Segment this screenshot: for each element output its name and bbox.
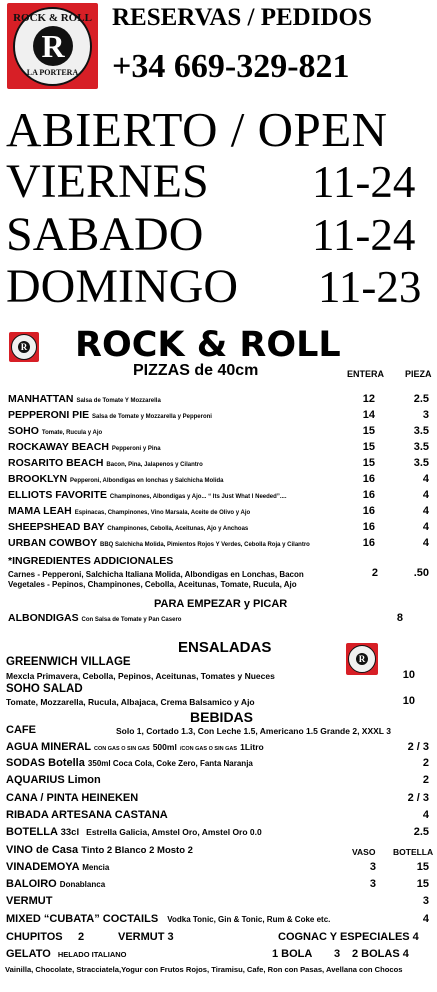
salad-desc: Tomate, Mozzarella, Rucula, Albajaca, Crema Balsamico y Ajo [6,697,255,707]
drink-name: VINO de Casa [6,844,79,856]
price-whole: 16 [362,521,375,533]
drink-price: 2.5 [413,826,429,838]
drink-size: 33cl [60,827,80,838]
hours-time-sunday: 11-23 [318,262,422,312]
drink-name: BOTELLA [6,826,58,838]
menu-title: ROCK & ROLL [75,325,341,365]
drink-desc: Vodka Tonic, Gin & Tonic, Rum & Coke etc. [167,915,331,924]
drink-name: CAFE [6,724,36,736]
item-name: MANHATTAN [8,393,74,405]
drink-price: 4 [422,809,429,821]
drink-price: 2 [422,774,429,786]
item-desc: Salsa de Tomate Y Mozzarella [76,398,161,404]
agua-size-b: 1Litro [240,742,264,752]
drink-price: 2 [422,757,429,769]
col-whole: ENTERA [347,369,385,379]
hours-day-friday: VIERNES [6,155,209,208]
price-slice: 4 [422,521,429,533]
item-name: ROSARITO BEACH [8,457,104,469]
item-desc: Champinones, Albondigas y Ajo... “ Its Just What I Needed”.... [109,494,287,500]
drink-price: 2 / 3 [407,741,429,753]
item-name: SOHO [8,425,39,437]
item-name: MAMA LEAH [8,505,72,517]
price-whole: 15 [362,441,375,453]
starter-price: 8 [396,612,403,624]
item-name: URBAN COWBOY [8,537,98,549]
drink-name: GELATO [6,948,51,960]
logo-letter: R [33,26,73,66]
drink-desc: 350ml Coca Cola, Coke Zero, Fanta Naranja [87,759,253,768]
phone-number[interactable]: +34 669-329-821 [112,48,350,85]
price-slice: 4 [422,505,429,517]
extras-price-whole: 2 [371,567,378,579]
small-logo-letter: R [18,341,30,353]
salads-title: ENSALADAS [178,639,272,656]
drink-name: AQUARIUS Limon [6,774,101,786]
item-desc: Pepperoni y Pina [111,446,161,452]
agua-option-a: CON GAS O SIN GAS [94,746,150,752]
extras-line-2: Vegetales - Pepinos, Champinones, Cebolla, Aceitunas, Tomate, Rucula, Ajo [8,580,297,589]
price-whole: 15 [362,425,375,437]
salad-name: SOHO SALAD [6,683,83,695]
price-slice: 3.5 [413,457,429,469]
agua-option-b: /CON GAS O SIN GAS [179,746,238,752]
price-slice: 3.5 [413,441,429,453]
drink-name: MIXED “CUBATA” COCTAILS [6,913,159,925]
item-desc: Champinones, Cebolla, Aceitunas, Ajo y Anchoas [107,526,249,532]
price-whole: 15 [362,457,375,469]
price-whole: 14 [362,409,375,421]
price-whole: 16 [362,537,375,549]
price-slice: 4 [422,537,429,549]
salad-desc: Mexcla Primavera, Cebolla, Pepinos, Aceitunas, Tomates y Nueces [6,671,275,681]
col-slice: PIEZA [405,369,432,379]
gelato-one-scoop: 1 BOLA [272,948,313,960]
price-whole: 16 [362,489,375,501]
drink-desc: Tinto 2 Blanco 2 Mosto 2 [81,845,193,856]
reservations-heading: RESERVAS / PEDIDOS [112,4,372,31]
salad-name: GREENWICH VILLAGE [6,656,131,668]
item-desc: BBQ Salchicha Molida, Pimientos Rojos Y Verdes, Cebolla Roja y Cilantro [99,542,310,548]
hours-time-friday: 11-24 [312,157,416,207]
glass-price: 3 [369,878,376,890]
drink-name: VERMUT [6,895,53,907]
gelato-two-scoops: 2 BOLAS 4 [352,948,409,960]
hours-time-saturday: 11-24 [312,210,416,260]
drink-name: SODAS Botella [6,757,85,769]
logo-top-text: ROCK & ROLL [13,12,92,24]
drink-name: CHUPITOS [6,931,63,943]
extras-title: *INGREDIENTES ADDICIONALES [8,555,174,567]
vermut-shot: VERMUT 3 [118,931,174,943]
item-name: SHEEPSHEAD BAY [8,521,105,533]
drink-desc: Estrella Galicia, Amstel Oro, Amstel Oro 0.0 [86,827,262,837]
salad-price: 10 [402,669,415,681]
price-slice: 2.5 [413,393,429,405]
item-name: ROCKAWAY BEACH [8,441,109,453]
hours-day-saturday: SABADO [6,208,204,261]
logo-bottom-text: LA PORTERA [26,68,79,77]
item-desc: Espinacas, Champinones, Vino Marsala, Aceite de Olivo y Ajo [74,510,251,516]
hours-day-sunday: DOMINGO [6,260,238,313]
drink-price: 2 / 3 [407,792,429,804]
salad-price: 10 [402,695,415,707]
hours-title: ABIERTO / OPEN [6,102,388,157]
item-name: BROOKLYN [8,473,68,485]
small-logo [9,332,39,362]
drinks-title: BEBIDAS [190,709,254,725]
gelato-one-price: 3 [334,948,341,960]
extras-price-slice: .50 [413,567,429,579]
col-bottle: BOTELLA [393,847,434,857]
drink-desc: Mencia [82,863,110,872]
drink-price: 4 [422,913,429,925]
drink-desc: HELADO ITALIANO [57,950,127,959]
cognac-especiales: COGNAC Y ESPECIALES 4 [278,931,419,943]
small-logo-letter: R [356,653,368,665]
starter-name: ALBONDIGAS [8,612,79,624]
cafe-prices: Solo 1, Cortado 1.3, Con Leche 1.5, Americano 1.5 Grande 2, XXXL 3 [116,726,391,736]
item-desc: Pepperoni, Albondigas en lonchas y Salchicha Molida [70,478,224,484]
item-desc: Bacon, Pina, Jalapenos y Cilantro [106,462,203,468]
price-slice: 4 [422,489,429,501]
drink-name: AGUA MINERAL [6,741,91,753]
price-slice: 4 [422,473,429,485]
menu-subtitle: PIZZAS de 40cm [133,362,259,379]
item-desc: Tomate, Rucula y Ajo [41,430,103,436]
starter-desc: Con Salsa de Tomate y Pan Casero [81,617,182,623]
item-name: PEPPERONI PIE [8,409,90,421]
drink-name: RIBADA ARTESANA CASTANA [6,809,168,821]
drink-name: BALOIRO [6,878,57,890]
glass-price: 3 [369,861,376,873]
drink-desc: Donablanca [59,880,106,889]
price-slice: 3.5 [413,425,429,437]
drink-price: 2 [78,931,85,943]
small-logo [346,643,378,675]
drink-name: VINADEMOYA [6,861,80,873]
col-glass: VASO [352,847,376,857]
extras-line-1: Carnes - Pepperoni, Salchicha Italiana Molida, Albondigas en Lonchas, Bacon [8,570,304,579]
item-desc: Salsa de Tomate y Mozzarella y Pepperoni [92,414,212,420]
price-whole: 16 [362,473,375,485]
starters-title: PARA EMPEZAR y PICAR [154,598,288,610]
restaurant-logo [7,3,98,89]
drink-price: 3 [422,895,429,907]
bottle-price: 15 [416,878,429,890]
price-whole: 16 [362,505,375,517]
drink-name: CANA / PINTA HEINEKEN [6,792,139,804]
price-whole: 12 [362,393,375,405]
bottle-price: 15 [416,861,429,873]
gelato-flavors: Vainilla, Chocolate, Stracciatela,Yogur con Frutos Rojos, Tiramisu, Cafe, Ron con Pasas, Avellana con Chocos [5,965,403,974]
agua-size-a: 500ml [152,742,177,752]
price-slice: 3 [422,409,429,421]
item-name: ELLIOTS FAVORITE [8,489,107,501]
